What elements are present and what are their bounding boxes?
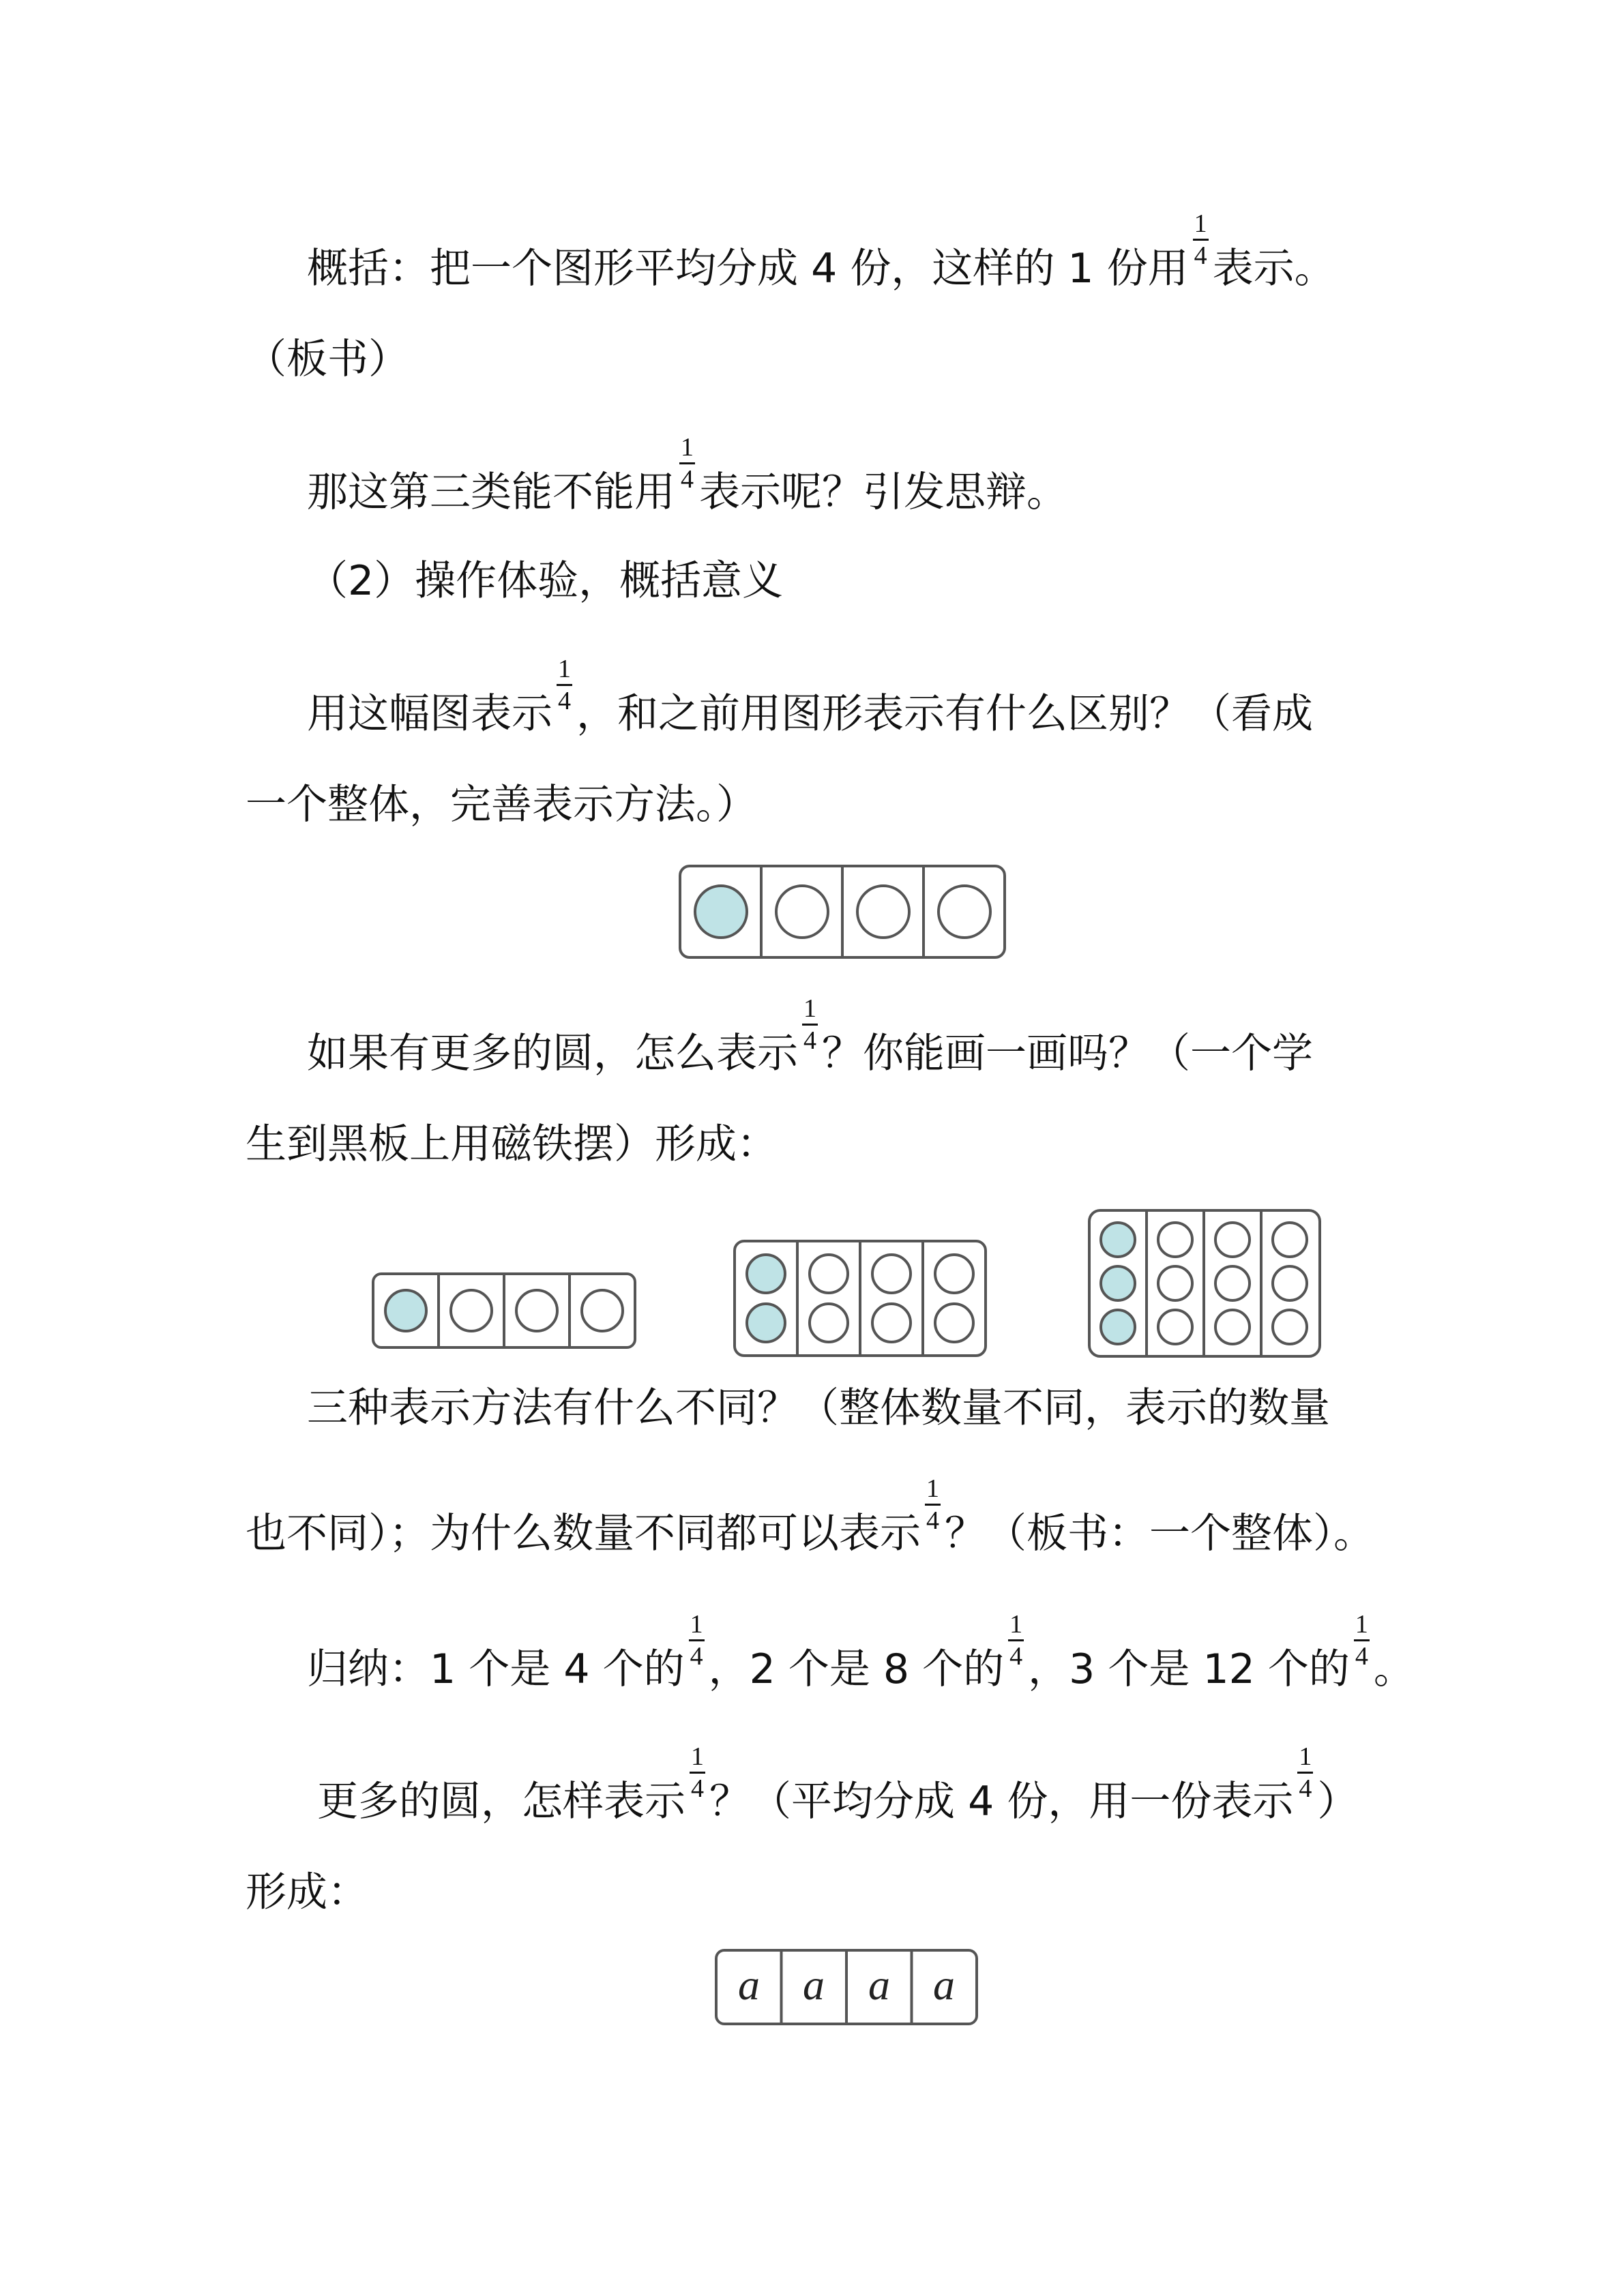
fraction-one-quarter: $\frac{1}{4}$ [558,655,571,715]
empty-circle [935,1304,973,1342]
line-10 [246,1474,1374,1560]
fraction-one-quarter: $\frac{1}{4}$ [803,994,816,1055]
empty-circle [1215,1223,1250,1257]
filled-circle [695,886,747,938]
empty-circle [1273,1266,1307,1300]
circle-grid-1x4 [679,865,1006,959]
text-segment: 一个整体，完善表示方法。） [246,781,757,829]
filled-circle [747,1304,785,1342]
text-segment: 用这幅图表示 [307,690,552,739]
fraction-one-quarter: $\frac{1}{4}$ [1009,1610,1023,1671]
empty-circle [1273,1223,1307,1257]
empty-circle [810,1304,848,1342]
fraction-one-quarter: $\frac{1}{4}$ [690,1610,703,1671]
line-2 [246,332,409,387]
circle-grid-8-circles [733,1240,987,1357]
text-segment: ？（平均分成 4 份，用一份表示 [709,1778,1294,1826]
line-1 [307,209,1335,295]
line-12 [317,1742,1359,1828]
empty-circle [582,1290,623,1331]
filled-circle [747,1255,785,1293]
empty-circle [872,1255,911,1293]
section-heading [307,554,783,608]
empty-circle [776,886,828,938]
line-5 [307,655,1313,740]
letter-a: a [738,1960,760,2009]
fraction-one-quarter: $\frac{1}{4}$ [1194,209,1207,270]
text-segment: 表示。 [1212,245,1335,293]
filled-circle [1101,1310,1135,1344]
line-13 [246,1865,368,1920]
fraction-one-quarter: $\frac{1}{4}$ [926,1474,939,1535]
empty-circle [1273,1310,1307,1344]
text-segment: 概括：把一个图形平均分成 4 份，这样的 1 份用 [307,245,1189,293]
text-segment: 也不同）；为什么数量不同都可以表示 [246,1510,921,1558]
letter-a: a [933,1960,955,2009]
text-segment: ，3 个是 12 个的 [1028,1645,1350,1694]
empty-circle [516,1290,557,1331]
text-segment: 如果有更多的圆，怎么表示 [307,1030,798,1078]
text-segment: ？你能画一画吗？（一个学 [822,1030,1313,1078]
empty-circle [810,1255,848,1293]
text-segment: 归纳：1 个是 4 个的 [307,1645,685,1694]
text-segment: 。 [1373,1645,1415,1694]
empty-circle [451,1290,492,1331]
fraction-one-quarter: $\frac{1}{4}$ [681,433,694,494]
empty-circle [935,1255,973,1293]
line-9 [307,1381,1330,1435]
filled-circle [1101,1266,1135,1300]
text-segment: 生到黑板上用磁铁摆）形成： [246,1120,778,1168]
empty-circle [1215,1310,1250,1344]
empty-circle [857,886,909,938]
text-segment: （板书） [246,336,409,383]
line-8 [246,1117,778,1172]
text-segment: 三种表示方法有什么不同？（整体数量不同，表示的数量 [307,1384,1330,1432]
filled-circle [1101,1223,1135,1257]
empty-circle [1215,1266,1250,1300]
empty-circle [872,1304,911,1342]
empty-circle [1158,1266,1192,1300]
line-3 [307,433,1067,518]
letter-a: a [868,1960,890,2009]
line-6 [246,777,757,832]
fraction-one-quarter: $\frac{1}{4}$ [691,1742,704,1803]
text-segment: ？（板书：一个整体）。 [945,1510,1374,1558]
circle-grid-4-circles [372,1272,636,1349]
text-segment: ，和之前用图形表示有什么区别？（看成 [576,690,1313,739]
empty-circle [1158,1223,1192,1257]
filled-circle [385,1290,426,1331]
line-7 [307,994,1313,1079]
letter-a: a [803,1960,825,2009]
text-segment: ，2 个是 8 个的 [708,1645,1005,1694]
fraction-one-quarter: $\frac{1}{4}$ [1355,1610,1368,1671]
empty-circle [939,886,990,938]
text-segment: 形成： [246,1868,368,1916]
circle-grid-12-circles [1088,1209,1321,1358]
text-segment: 那这第三类能不能用 [307,468,675,517]
text-segment: （2）操作体验，概括意义 [307,557,784,605]
fraction-one-quarter: $\frac{1}{4}$ [1299,1742,1312,1803]
text-segment: 更多的圆，怎样表示 [317,1778,685,1826]
text-segment: ） [1317,1778,1359,1826]
text-segment: 表示呢？引发思辩。 [699,468,1067,517]
line-11 [307,1610,1415,1695]
empty-circle [1158,1310,1192,1344]
letter-grid-1x4 [715,1949,978,2025]
